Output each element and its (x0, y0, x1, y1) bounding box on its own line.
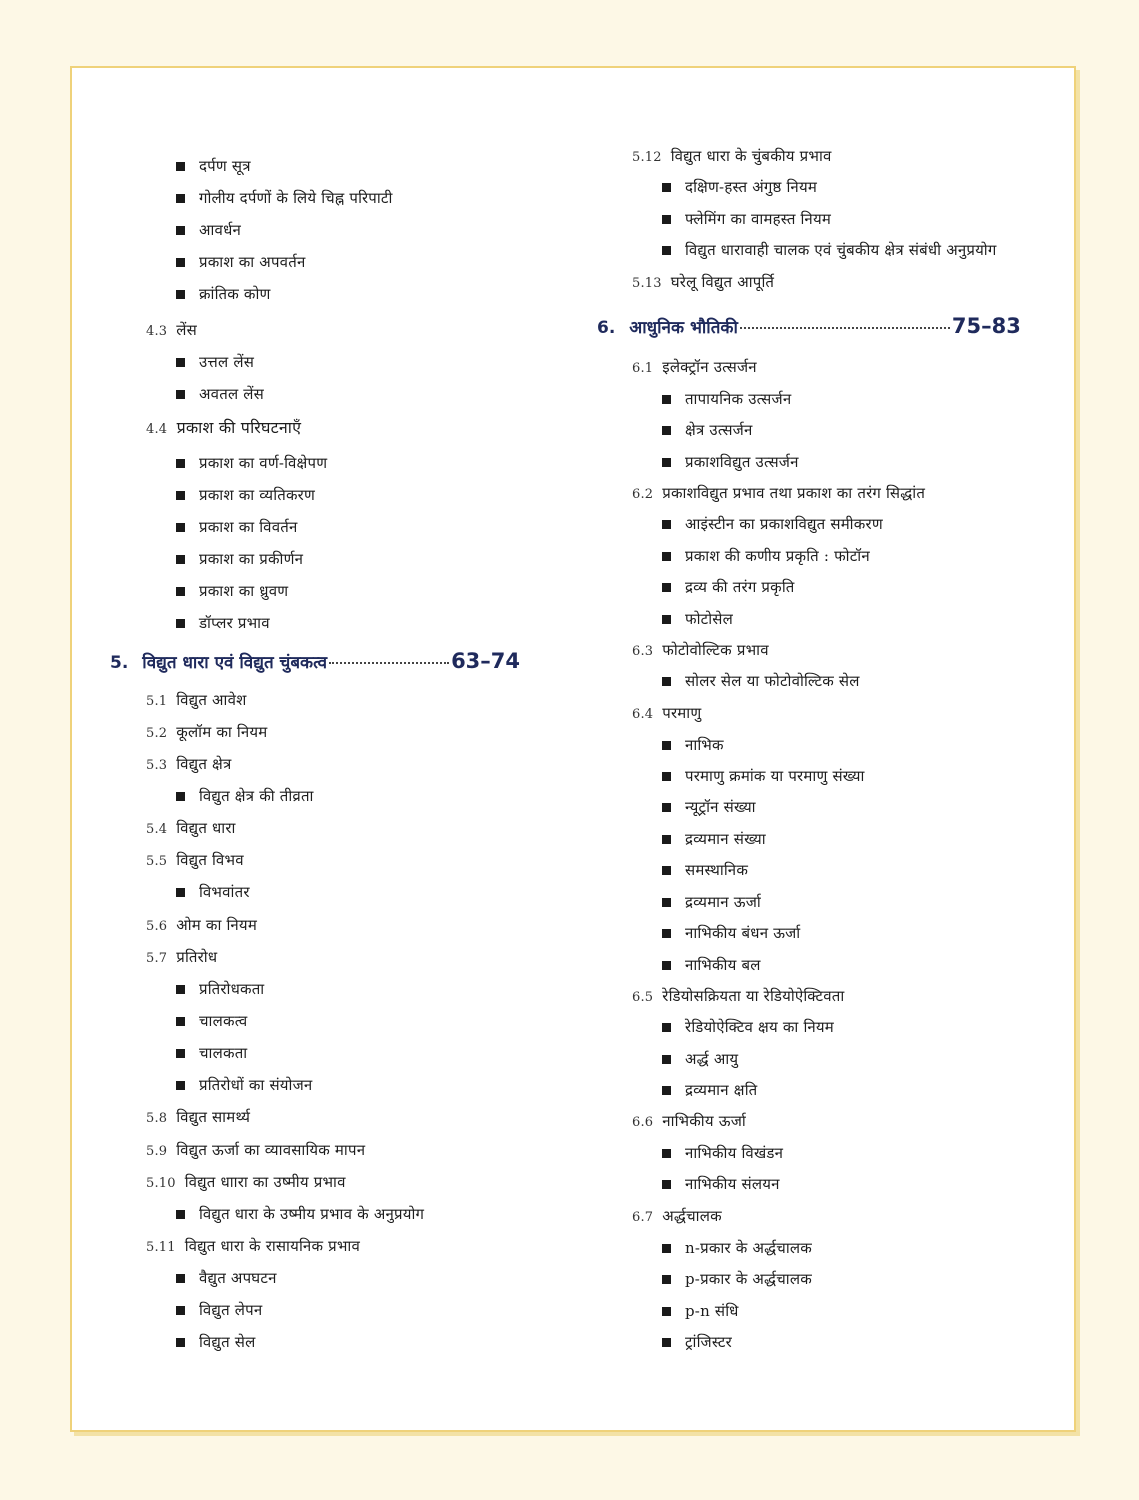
toc-section-s5-10 (146, 1172, 346, 1194)
toc-subitem-s5-7-items-2 (176, 1043, 247, 1063)
section-number: 5.12 (632, 150, 662, 165)
toc-subitem-label: चालकता (199, 1044, 248, 1062)
toc-subitem-s6-7-items-2 (662, 1301, 739, 1321)
toc-subitem-label: वैद्युत अपघटन (199, 1269, 277, 1287)
section-title: कूलॉम का नियम (171, 723, 268, 741)
toc-subitem-s5-5-items-0 (176, 882, 250, 902)
toc-subitem-s6-4-items-5 (662, 892, 761, 912)
square-bullet-icon (176, 587, 185, 596)
toc-subitem-label: विभवांतर (199, 883, 250, 901)
square-bullet-icon (662, 1180, 671, 1189)
toc-subitem-label: नाभिकीय बंधन ऊर्जा (685, 924, 801, 942)
section-number: 5.4 (146, 822, 168, 837)
toc-section-s5-9 (146, 1140, 365, 1162)
toc-subitem-label: फोटोसेल (685, 610, 734, 628)
square-bullet-icon (662, 1086, 671, 1095)
section-number: 5.5 (146, 854, 168, 869)
square-bullet-icon (176, 1081, 185, 1090)
toc-subitem-label: प्रकाश का विवर्तन (199, 518, 298, 536)
section-title: विद्युत धाारा का उष्मीय प्रभाव (179, 1173, 346, 1191)
toc-subitem-label: प्रतिरोधकता (199, 980, 265, 998)
section-number: 6.7 (632, 1210, 654, 1225)
toc-subitem-s6-5-items-0 (662, 1017, 834, 1037)
square-bullet-icon (176, 1210, 185, 1219)
square-bullet-icon (662, 246, 671, 255)
toc-subitem-label: डॉप्लर प्रभाव (199, 614, 270, 632)
toc-subitem-label: p-प्रकार के अर्द्धचालक (685, 1270, 812, 1288)
toc-subitem-s6-4-items-0 (662, 735, 724, 755)
toc-subitem-label: उत्तल लेंस (199, 353, 255, 371)
toc-subitem-s4-4-items-1 (176, 485, 315, 505)
square-bullet-icon (662, 1275, 671, 1284)
square-bullet-icon (176, 226, 185, 235)
toc-subitem-s6-7-items-3 (662, 1332, 732, 1352)
square-bullet-icon (176, 258, 185, 267)
square-bullet-icon (176, 555, 185, 564)
toc-subitem-label: विद्युत धारा के उष्मीय प्रभाव के अनुप्रयोग (199, 1205, 425, 1223)
section-number: 5.11 (146, 1240, 176, 1255)
toc-subitem-s6-4-items-2 (662, 797, 756, 817)
section-number: 5.9 (146, 1144, 168, 1159)
section-title: फोटोवोल्टिक प्रभाव (657, 641, 769, 659)
toc-subitem-s4-4-items-3 (176, 549, 303, 569)
dot-leader (329, 662, 449, 664)
toc-section-s6-5 (632, 986, 844, 1008)
toc-subitem-s6-4-items-1 (662, 766, 865, 786)
toc-subitem-s6-4-items-7 (662, 955, 761, 975)
square-bullet-icon (662, 1023, 671, 1032)
toc-subitem-bullets-top-4 (176, 284, 271, 304)
square-bullet-icon (662, 803, 671, 812)
toc-subitem-s5-11-items-0 (176, 1268, 277, 1288)
toc-subitem-label: n-प्रकार के अर्द्धचालक (685, 1239, 813, 1257)
section-title: प्रतिरोध (171, 948, 218, 966)
square-bullet-icon (176, 888, 185, 897)
section-number: 6.2 (632, 487, 654, 502)
toc-section-s6-6 (632, 1111, 746, 1133)
toc-subitem-label: विद्युत लेपन (199, 1301, 263, 1319)
toc-subitem-s4-4-items-5 (176, 613, 270, 633)
square-bullet-icon (176, 619, 185, 628)
dot-leader (740, 327, 950, 329)
toc-subitem-s6-2-items-2 (662, 577, 795, 597)
section-title: विद्युत विभव (171, 851, 244, 869)
toc-subitem-s5-7-items-3 (176, 1075, 312, 1095)
toc-subitem-s4-4-items-2 (176, 517, 298, 537)
section-title: इलेक्ट्रॉन उत्सर्जन (657, 358, 757, 376)
square-bullet-icon (176, 390, 185, 399)
section-number: 6.4 (632, 707, 654, 722)
section-title: प्रकाशविद्युत प्रभाव तथा प्रकाश का तरंग सिद्धांत (657, 484, 926, 502)
toc-subitem-label: p-n संधि (685, 1302, 739, 1320)
toc-chapter-chapter6 (597, 313, 1021, 341)
toc-section-s5-7 (146, 947, 217, 969)
section-title: अर्द्धचालक (657, 1207, 722, 1225)
section-number: 4.3 (146, 324, 168, 339)
chapter-page-range: 75–83 (951, 314, 1021, 338)
toc-subitem-s6-5-items-2 (662, 1080, 757, 1100)
toc-subitem-s4-4-items-0 (176, 453, 327, 473)
square-bullet-icon (176, 290, 185, 299)
toc-subitem-s4-3-items-1 (176, 384, 264, 404)
square-bullet-icon (176, 1017, 185, 1026)
toc-section-s5-3 (146, 754, 231, 776)
toc-section-s6-2 (632, 483, 925, 505)
toc-subitem-s5-12-items-0 (662, 177, 817, 197)
toc-subitem-s6-7-items-1 (662, 1269, 812, 1289)
square-bullet-icon (176, 1274, 185, 1283)
chapter-title: विद्युत धारा एवं विद्युत चुंबकत्व (142, 653, 328, 673)
toc-subitem-s6-2-items-3 (662, 609, 733, 629)
square-bullet-icon (662, 772, 671, 781)
chapter-page-range: 63–74 (451, 649, 521, 673)
section-number: 5.3 (146, 758, 168, 773)
square-bullet-icon (176, 985, 185, 994)
square-bullet-icon (662, 1149, 671, 1158)
toc-subitem-label: आइंस्टीन का प्रकाशविद्युत समीकरण (685, 515, 883, 533)
square-bullet-icon (662, 215, 671, 224)
toc-subitem-label: प्रकाश का अपवर्तन (199, 253, 306, 271)
toc-subitem-label: सोलर सेल या फोटोवोल्टिक सेल (685, 672, 860, 690)
toc-subitem-label: क्षेत्र उत्सर्जन (685, 421, 753, 439)
toc-chapter-chapter5 (110, 648, 520, 676)
section-title: विद्युत आवेश (171, 691, 247, 709)
square-bullet-icon (662, 520, 671, 529)
square-bullet-icon (662, 929, 671, 938)
toc-subitem-s6-7-items-0 (662, 1238, 812, 1258)
toc-subitem-label: आवर्धन (199, 221, 242, 239)
toc-subitem-label: ट्रांजिस्टर (685, 1333, 732, 1351)
square-bullet-icon (176, 459, 185, 468)
toc-subitem-label: द्रव्य की तरंग प्रकृति (685, 578, 795, 596)
toc-subitem-bullets-top-2 (176, 220, 241, 240)
square-bullet-icon (176, 358, 185, 367)
section-number: 5.8 (146, 1111, 168, 1126)
toc-subitem-label: चालकत्व (199, 1012, 248, 1030)
toc-subitem-s5-12-items-1 (662, 209, 831, 229)
square-bullet-icon (662, 866, 671, 875)
toc-subitem-s6-2-items-0 (662, 514, 883, 534)
square-bullet-icon (176, 194, 185, 203)
section-number: 5.2 (146, 726, 168, 741)
toc-section-s5-5 (146, 850, 244, 872)
section-number: 4.4 (146, 422, 168, 437)
section-title: विद्युत क्षेत्र (171, 755, 232, 773)
square-bullet-icon (662, 741, 671, 750)
chapter-number: 5. (110, 653, 129, 673)
toc-subitem-s6-4-items-3 (662, 829, 766, 849)
square-bullet-icon (176, 523, 185, 532)
toc-subitem-bullets-top-0 (176, 156, 251, 176)
toc-section-s5-11 (146, 1236, 360, 1258)
toc-subitem-s6-4-items-4 (662, 860, 748, 880)
square-bullet-icon (176, 491, 185, 500)
section-title: प्रकाश की परिघटनाएँ (171, 418, 302, 437)
toc-section-s5-8 (146, 1107, 250, 1129)
toc-subitem-label: नाभिकीय विखंडन (685, 1144, 784, 1162)
toc-subitem-label: विद्युत धारावाही चालक एवं चुंबकीय क्षेत्र संबंधी अनुप्रयोग (685, 241, 997, 259)
toc-subitem-s5-12-items-2 (662, 240, 997, 260)
toc-subitem-label: नाभिक (685, 736, 724, 754)
section-number: 5.1 (146, 694, 168, 709)
toc-section-s4-3 (146, 320, 197, 342)
section-number: 6.5 (632, 990, 654, 1005)
section-title: विद्युत ऊर्जा का व्यावसायिक मापन (171, 1141, 366, 1159)
toc-subitem-s5-11-items-1 (176, 1300, 262, 1320)
section-title: रेडियोसक्रियता या रेडियोऐक्टिवता (657, 987, 845, 1005)
toc-subitem-label: प्रकाश का व्यतिकरण (199, 486, 316, 504)
toc-subitem-s5-10-items-0 (176, 1204, 424, 1224)
toc-subitem-s4-4-items-4 (176, 581, 288, 601)
toc-subitem-bullets-top-1 (176, 188, 393, 208)
toc-section-s5-1 (146, 690, 247, 712)
square-bullet-icon (662, 583, 671, 592)
square-bullet-icon (176, 792, 185, 801)
section-number: 5.7 (146, 951, 168, 966)
toc-subitem-s6-1-items-1 (662, 420, 753, 440)
square-bullet-icon (176, 162, 185, 171)
square-bullet-icon (662, 677, 671, 686)
section-number: 6.3 (632, 644, 654, 659)
toc-section-s6-1 (632, 357, 757, 379)
section-title: नाभिकीय ऊर्जा (657, 1112, 746, 1130)
toc-subitem-label: दर्पण सूत्र (199, 157, 251, 175)
toc-subitem-s6-6-items-1 (662, 1174, 780, 1194)
section-number: 5.6 (146, 919, 168, 934)
toc-subitem-label: विद्युत सेल (199, 1333, 256, 1351)
toc-subitem-label: समस्थानिक (685, 861, 749, 879)
toc-subitem-label: फ्लेमिंग का वामहस्त नियम (685, 210, 832, 228)
toc-section-s5-2 (146, 722, 267, 744)
toc-subitem-s6-1-items-0 (662, 389, 791, 409)
toc-subitem-s6-6-items-0 (662, 1143, 783, 1163)
toc-subitem-label: प्रकाश का वर्ण-विक्षेपण (199, 454, 328, 472)
section-title: परमाणु (657, 704, 702, 722)
square-bullet-icon (662, 898, 671, 907)
section-title: विद्युत धारा के चुंबकीय प्रभाव (665, 147, 832, 165)
toc-subitem-label: नाभिकीय संलयन (685, 1175, 780, 1193)
toc-subitem-label: क्रांतिक कोण (199, 285, 271, 303)
toc-section-s4-4 (146, 418, 301, 440)
section-number: 5.13 (632, 276, 662, 291)
section-number: 6.6 (632, 1115, 654, 1130)
chapter-number: 6. (597, 318, 616, 338)
square-bullet-icon (662, 426, 671, 435)
square-bullet-icon (662, 1055, 671, 1064)
toc-section-s6-3 (632, 640, 769, 662)
toc-subitem-bullets-top-3 (176, 252, 305, 272)
square-bullet-icon (176, 1338, 185, 1347)
toc-subitem-label: न्यूट्रॉन संख्या (685, 798, 756, 816)
toc-subitem-s5-7-items-1 (176, 1011, 247, 1031)
toc-subitem-label: गोलीय दर्पणों के लिये चिह्न परिपाटी (199, 189, 393, 207)
square-bullet-icon (662, 552, 671, 561)
section-title: ओम का नियम (171, 916, 257, 934)
toc-subitem-label: अर्द्ध आयु (685, 1050, 739, 1068)
toc-section-s5-12 (632, 146, 832, 168)
section-number: 5.10 (146, 1176, 176, 1191)
toc-section-s6-7 (632, 1206, 722, 1228)
toc-subitem-s6-4-items-6 (662, 923, 800, 943)
toc-subitem-label: विद्युत क्षेत्र की तीव्रता (199, 787, 314, 805)
square-bullet-icon (662, 835, 671, 844)
toc-subitem-label: प्रकाश का प्रकीर्णन (199, 550, 304, 568)
square-bullet-icon (662, 1244, 671, 1253)
section-title: घरेलू विद्युत आपूर्ति (665, 273, 775, 291)
toc-subitem-label: परमाणु क्रमांक या परमाणु संख्या (685, 767, 865, 785)
square-bullet-icon (662, 395, 671, 404)
chapter-title: आधुनिक भौतिकी (629, 318, 738, 338)
square-bullet-icon (176, 1306, 185, 1315)
section-title: विद्युत सामर्थ्य (171, 1108, 251, 1126)
toc-subitem-s6-1-items-2 (662, 452, 799, 472)
section-title: विद्युत धारा के रासायनिक प्रभाव (179, 1237, 361, 1255)
square-bullet-icon (176, 1049, 185, 1058)
toc-subitem-s5-7-items-0 (176, 979, 264, 999)
toc-subitem-label: प्रकाश की कणीय प्रकृति : फोटॉन (685, 547, 870, 565)
square-bullet-icon (662, 1338, 671, 1347)
toc-subitem-label: तापायनिक उत्सर्जन (685, 390, 792, 408)
toc-subitem-label: प्रकाशविद्युत उत्सर्जन (685, 453, 799, 471)
toc-subitem-label: प्रकाश का ध्रुवण (199, 582, 289, 600)
section-number: 6.1 (632, 361, 654, 376)
square-bullet-icon (662, 961, 671, 970)
section-title: लेंस (171, 321, 197, 339)
toc-subitem-label: नाभिकीय बल (685, 956, 761, 974)
toc-subitem-label: द्रव्यमान क्षति (685, 1081, 758, 1099)
toc-section-s5-6 (146, 915, 257, 937)
toc-subitem-s6-2-items-1 (662, 546, 870, 566)
toc-subitem-label: दक्षिण-हस्त अंगुष्ठ नियम (685, 178, 818, 196)
toc-section-s5-13 (632, 272, 774, 294)
square-bullet-icon (662, 458, 671, 467)
square-bullet-icon (662, 1307, 671, 1316)
toc-page (70, 66, 1076, 1432)
toc-subitem-label: द्रव्यमान ऊर्जा (685, 893, 761, 911)
toc-subitem-s6-3-items-0 (662, 671, 860, 691)
section-title: विद्युत धारा (171, 819, 236, 837)
square-bullet-icon (662, 615, 671, 624)
toc-subitem-s5-3-items-0 (176, 786, 314, 806)
toc-subitem-s6-5-items-1 (662, 1049, 738, 1069)
toc-subitem-label: प्रतिरोधों का संयोजन (199, 1076, 313, 1094)
toc-section-s5-4 (146, 818, 236, 840)
toc-subitem-label: द्रव्यमान संख्या (685, 830, 766, 848)
square-bullet-icon (662, 183, 671, 192)
toc-subitem-s5-11-items-2 (176, 1332, 256, 1352)
toc-subitem-label: अवतल लेंस (199, 385, 264, 403)
toc-subitem-s4-3-items-0 (176, 352, 254, 372)
toc-subitem-label: रेडियोऐक्टिव क्षय का नियम (685, 1018, 834, 1036)
toc-section-s6-4 (632, 703, 701, 725)
